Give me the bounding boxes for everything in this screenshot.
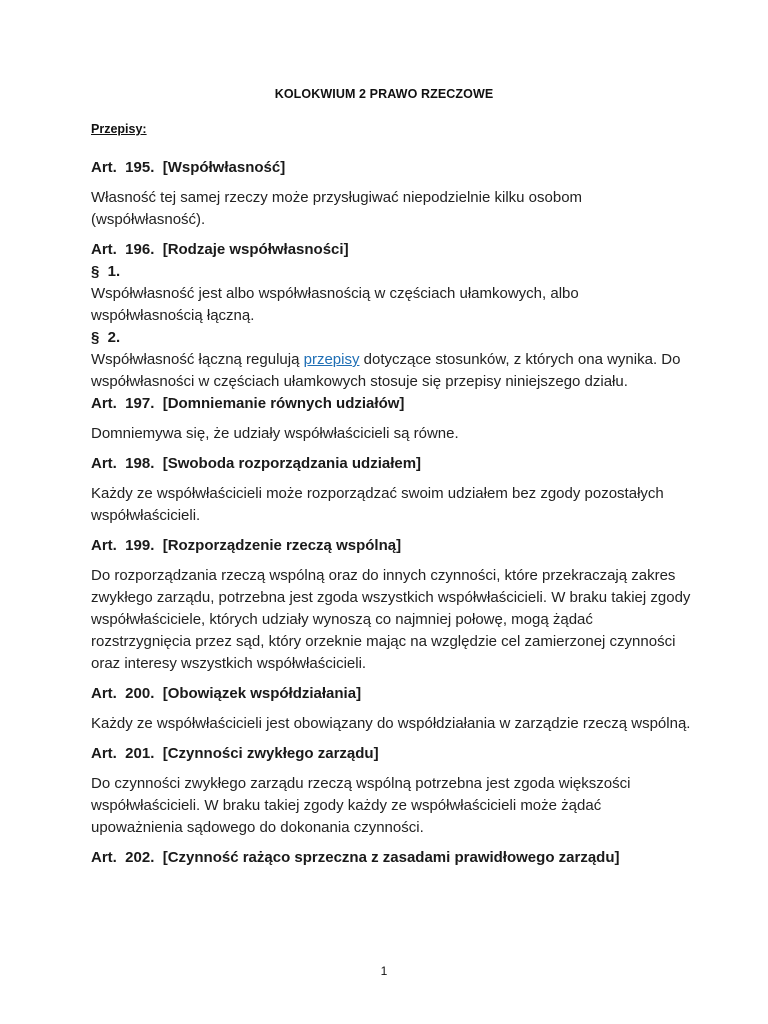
article-199-text: Do rozporządzania rzeczą wspólną oraz do innych czynności, które przekraczają zakres zwykłego zarządu, potrzebna jest zgoda wszystkich współwłaścicieli. W braku takiej zgody współwłaściciele, których udziały wynoszą co najmniej połowę, mogą żądać rozstrzygnięcia przez sąd, który orzeknie mając na względzie cel zamierzonej czynności oraz interesy wszystkich współwłaścicieli. [91,567,691,672]
przepisy-link[interactable]: przepisy [303,351,360,368]
article-199-heading: Art. 199. [Rozporządzenie rzeczą wspólną] [91,537,402,554]
article-196-section-1-label: § 1. [91,263,121,280]
document-body [91,157,691,869]
article-196-section-2-text-end: dotyczące stosunków, z których ona wynika. Do współwłasności w częściach ułamkowych stosuje się przepisy niniejszego działu. [91,351,681,390]
article-201-text: Do czynności zwykłego zarządu rzeczą wspólną potrzebna jest zgoda większości współwłaścicieli. W braku takiej zgody każdy ze współwłaścicieli może żądać upoważnienia sądowego do dokonania czynności. [91,775,631,836]
article-195-text: Własność tej samej rzeczy może przysługiwać niepodzielnie kilku osobom (współwłasność). [91,189,583,228]
article-196-section-1-text: Współwłasność jest albo współwłasnością w częściach ułamkowych, albo współwłasnością łączną. [91,285,579,324]
article-196-section-2-text [91,349,691,393]
article-196-section-2-label: § 2. [91,329,121,346]
article-196-section-2-text-start: Współwłasność łączną regulują [91,351,304,368]
article-198-text: Każdy ze współwłaścicieli może rozporządzać swoim udziałem bez zgody pozostałych współwłaścicieli. [91,485,664,524]
article-195-heading: Art. 195. [Współwłasność] [91,159,286,176]
article-197-text: Domniemywa się, że udziały współwłaścicieli są równe. [91,425,459,442]
article-201-heading: Art. 201. [Czynności zwykłego zarządu] [91,745,379,762]
article-202-heading: Art. 202. [Czynność rażąco sprzeczna z zasadami prawidłowego zarządu] [91,849,620,866]
document-title: KOLOKWIUM 2 PRAWO RZECZOWE [274,87,494,101]
article-196-heading: Art. 196. [Rodzaje współwłasności] [91,241,349,258]
article-200-heading: Art. 200. [Obowiązek współdziałania] [91,685,362,702]
section-subheading: Przepisy: [91,122,147,136]
article-198-heading: Art. 198. [Swoboda rozporządzania udziałem] [91,455,422,472]
article-200-text: Każdy ze współwłaścicieli jest obowiązany do współdziałania w zarządzie rzeczą wspólną. [91,715,691,732]
article-197-heading: Art. 197. [Domniemanie równych udziałów] [91,395,405,412]
page-number: 1 [380,964,388,978]
